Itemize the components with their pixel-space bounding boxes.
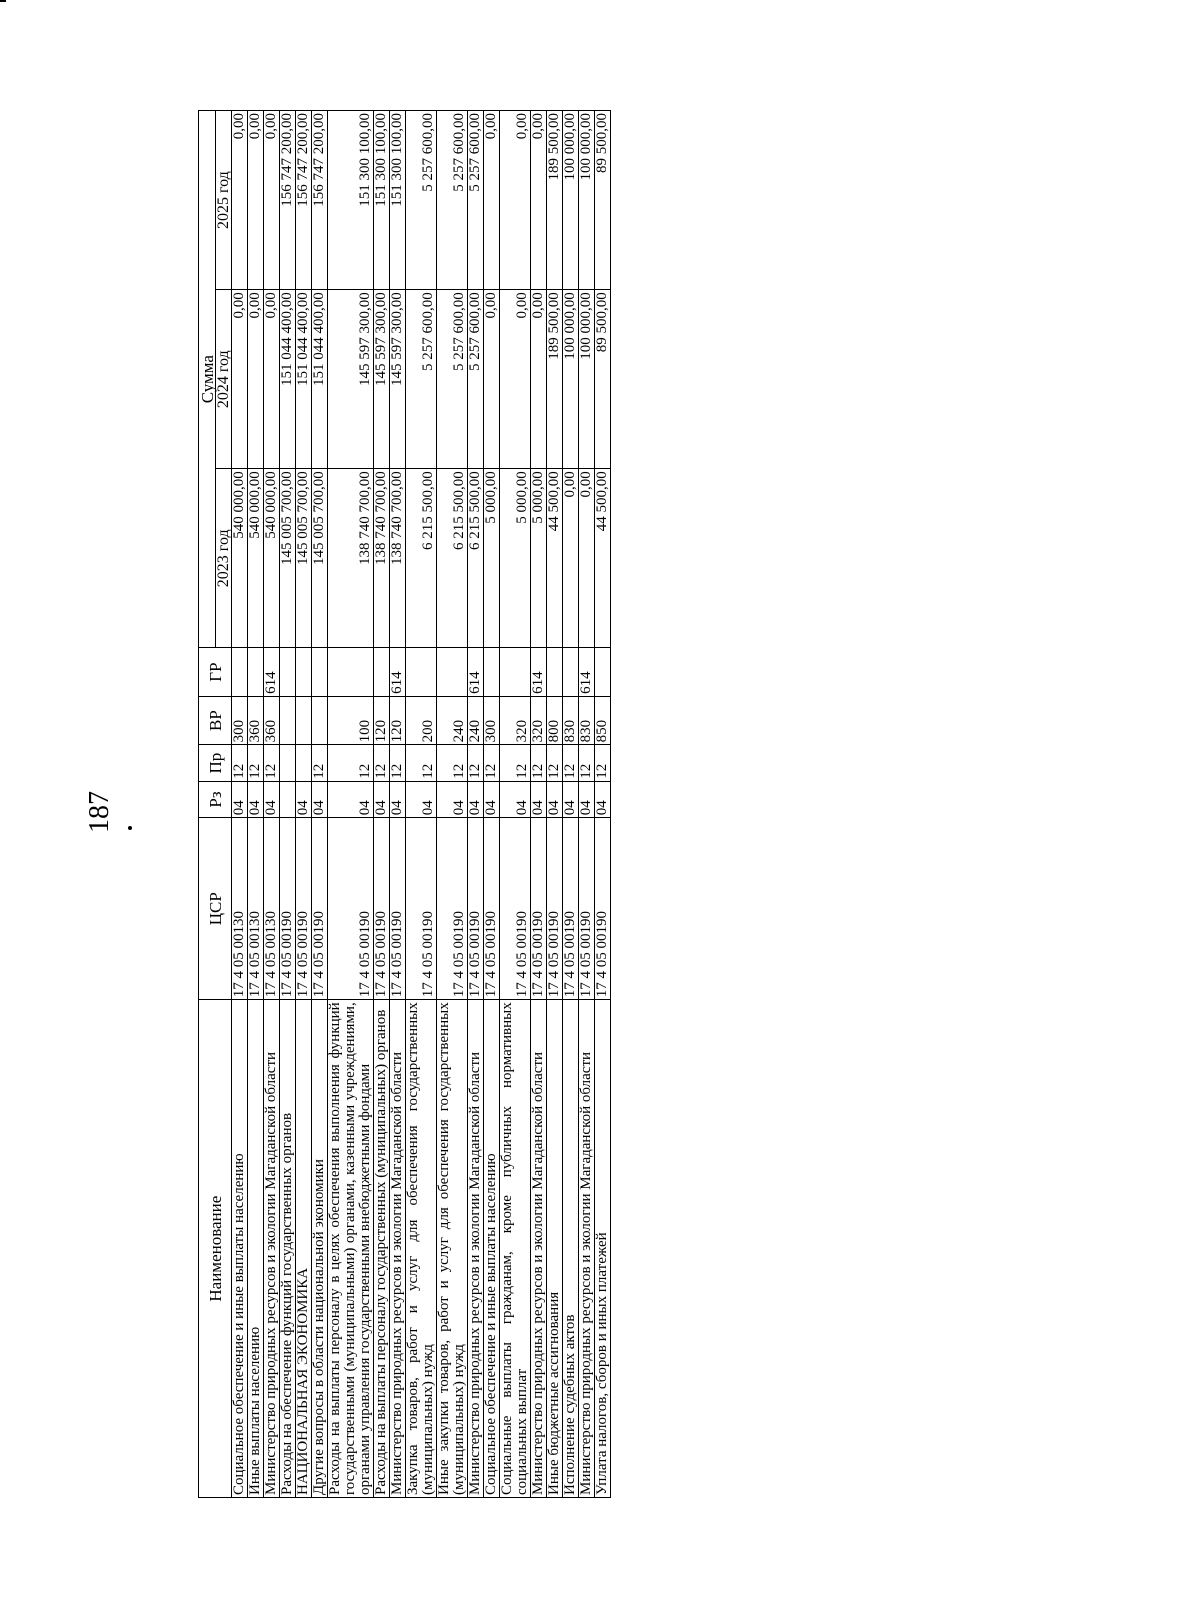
cell-2024: 5 257 600,00 [437,290,468,469]
table-row [248,111,264,1498]
cell-name: Расходы на обеспечение функций государственных органов [280,1000,296,1498]
cell-2023: 0,00 [563,469,579,648]
cell-2023: 540 000,00 [264,469,280,648]
table-row [579,111,595,1498]
cell-pr [296,745,312,781]
cell-name: Социальное обеспечение и иные выплаты населению [484,1000,500,1498]
table-row [328,111,374,1498]
cell-2024: 151 044 400,00 [312,290,328,469]
cell-2023: 44 500,00 [595,469,611,648]
table-row [468,111,484,1498]
cell-2025: 189 500,00 [547,111,563,290]
cell-2023: 145 005 700,00 [280,469,296,648]
cell-2025: 151 300 100,00 [390,111,406,290]
cell-2025: 100 000,00 [579,111,595,290]
cell-2025: 0,00 [248,111,264,290]
cell-name: Социальное обеспечение и иные выплаты населению [232,1000,248,1498]
cell-csr: 17 4 05 00190 [312,818,328,1000]
cell-gr [547,648,563,697]
table-row [406,111,437,1498]
cell-2023: 6 215 500,00 [468,469,484,648]
cell-pr: 12 [328,745,374,781]
cell-name: Расходы на выплаты персоналу государственных (муниципальных) органов [374,1000,390,1498]
cell-vr: 830 [579,696,595,745]
cell-2024: 0,00 [500,290,531,469]
cell-vr: 800 [547,696,563,745]
cell-2025: 156 747 200,00 [296,111,312,290]
cell-csr: 17 4 05 00130 [264,818,280,1000]
cell-csr: 17 4 05 00190 [406,818,437,1000]
cell-2024: 100 000,00 [579,290,595,469]
cell-2024: 145 597 300,00 [328,290,374,469]
cell-csr: 17 4 05 00190 [374,818,390,1000]
table-row [232,111,248,1498]
table-row [296,111,312,1498]
cell-vr: 100 [328,696,374,745]
cell-2025: 0,00 [500,111,531,290]
cell-gr [437,648,468,697]
table-row [390,111,406,1498]
cell-2025: 100 000,00 [563,111,579,290]
cell-2025: 89 500,00 [595,111,611,290]
cell-name: Расходы на выплаты персоналу в целях обеспечения выполнения функций государственными (муниципальными) органами, казенными учреждениями, органами управления государственными внебюджетными фондами [328,1000,374,1498]
cell-vr: 120 [374,696,390,745]
cell-2024: 0,00 [484,290,500,469]
cell-name: Министерство природных ресурсов и экологии Магаданской области [468,1000,484,1498]
cell-2023: 145 005 700,00 [312,469,328,648]
cell-vr [280,696,296,745]
cell-vr [296,696,312,745]
table-row [264,111,280,1498]
header-2024: 2024 год [216,290,232,469]
cell-2023: 5 000,00 [484,469,500,648]
cell-csr: 17 4 05 00190 [328,818,374,1000]
cell-gr: 614 [579,648,595,697]
cell-rz: 04 [248,781,264,817]
cell-vr: 300 [232,696,248,745]
cell-gr [248,648,264,697]
cell-2025: 0,00 [484,111,500,290]
table-row [484,111,500,1498]
cell-rz: 04 [484,781,500,817]
cell-pr: 12 [531,745,547,781]
cell-gr: 614 [531,648,547,697]
cell-pr: 12 [437,745,468,781]
cell-pr: 12 [232,745,248,781]
cell-2024: 189 500,00 [547,290,563,469]
cell-csr: 17 4 05 00190 [468,818,484,1000]
cell-2024: 0,00 [232,290,248,469]
cell-vr: 240 [437,696,468,745]
table-row [563,111,579,1498]
cell-name: Закупка товаров, работ и услуг для обеспечения государственных (муниципальных) нужд [406,1000,437,1498]
cell-csr: 17 4 05 00130 [248,818,264,1000]
scan-dot [128,826,132,830]
cell-pr: 12 [264,745,280,781]
cell-2024: 151 044 400,00 [296,290,312,469]
cell-2025: 0,00 [264,111,280,290]
cell-2024: 89 500,00 [595,290,611,469]
cell-csr: 17 4 05 00190 [547,818,563,1000]
cell-csr: 17 4 05 00190 [579,818,595,1000]
header-sum: Сумма [199,111,216,648]
cell-2025: 0,00 [531,111,547,290]
table-row [374,111,390,1498]
cell-2024: 5 257 600,00 [468,290,484,469]
cell-name: Иные бюджетные ассигнования [547,1000,563,1498]
cell-2025: 0,00 [232,111,248,290]
cell-rz: 04 [328,781,374,817]
cell-2024: 5 257 600,00 [406,290,437,469]
cell-csr: 17 4 05 00190 [595,818,611,1000]
cell-csr: 17 4 05 00190 [531,818,547,1000]
cell-rz: 04 [312,781,328,817]
cell-2023: 0,00 [579,469,595,648]
cell-rz: 04 [232,781,248,817]
table-row [312,111,328,1498]
cell-gr [563,648,579,697]
cell-2023: 5 000,00 [500,469,531,648]
cell-vr: 360 [264,696,280,745]
cell-pr: 12 [579,745,595,781]
cell-2025: 156 747 200,00 [280,111,296,290]
cell-name: Министерство природных ресурсов и экологии Магаданской области [264,1000,280,1498]
cell-gr [406,648,437,697]
cell-2025: 156 747 200,00 [312,111,328,290]
cell-csr: 17 4 05 00190 [437,818,468,1000]
cell-rz: 04 [547,781,563,817]
cell-2023: 44 500,00 [547,469,563,648]
cell-vr: 830 [563,696,579,745]
cell-name: Уплата налогов, сборов и иных платежей [595,1000,611,1498]
cell-csr: 17 4 05 00130 [232,818,248,1000]
budget-table [198,110,611,1498]
cell-gr [312,648,328,697]
cell-csr: 17 4 05 00190 [390,818,406,1000]
cell-pr: 12 [248,745,264,781]
cell-rz: 04 [500,781,531,817]
cell-rz: 04 [390,781,406,817]
cell-pr: 12 [374,745,390,781]
cell-2023: 138 740 700,00 [374,469,390,648]
cell-gr [280,648,296,697]
cell-rz: 04 [563,781,579,817]
cell-csr: 17 4 05 00190 [280,818,296,1000]
cell-name: Иные выплаты населению [248,1000,264,1498]
scan-corner-mark [0,0,6,2]
cell-rz: 04 [437,781,468,817]
cell-rz: 04 [531,781,547,817]
table-row [280,111,296,1498]
cell-2024: 0,00 [264,290,280,469]
cell-gr [484,648,500,697]
cell-2024: 0,00 [531,290,547,469]
table-row [595,111,611,1498]
cell-2025: 151 300 100,00 [374,111,390,290]
cell-pr: 12 [312,745,328,781]
cell-gr [500,648,531,697]
cell-vr: 320 [531,696,547,745]
cell-2023: 540 000,00 [232,469,248,648]
cell-name: НАЦИОНАЛЬНАЯ ЭКОНОМИКА [296,1000,312,1498]
rotated-table-wrapper [197,110,610,1498]
cell-vr: 850 [595,696,611,745]
cell-pr: 12 [595,745,611,781]
cell-rz: 04 [468,781,484,817]
cell-gr [232,648,248,697]
header-csr: ЦСР [199,818,232,1000]
cell-2023: 6 215 500,00 [406,469,437,648]
cell-2023: 145 005 700,00 [296,469,312,648]
header-vr: ВР [199,696,232,745]
cell-name: Исполнение судебных актов [563,1000,579,1498]
cell-2023: 138 740 700,00 [390,469,406,648]
cell-2024: 0,00 [248,290,264,469]
cell-name: Министерство природных ресурсов и экологии Магаданской области [579,1000,595,1498]
cell-gr: 614 [264,648,280,697]
cell-vr: 200 [406,696,437,745]
page-number: 187 [84,791,115,833]
cell-2024: 145 597 300,00 [374,290,390,469]
cell-gr [296,648,312,697]
cell-vr: 320 [500,696,531,745]
cell-2025: 151 300 100,00 [328,111,374,290]
cell-2025: 5 257 600,00 [468,111,484,290]
cell-gr: 614 [390,648,406,697]
cell-gr: 614 [468,648,484,697]
cell-csr: 17 4 05 00190 [500,818,531,1000]
cell-name: Другие вопросы в области национальной экономики [312,1000,328,1498]
header-pr: Пр [199,745,232,781]
cell-vr: 120 [390,696,406,745]
cell-name: Иные закупки товаров, работ и услуг для обеспечения государственных (муниципальных) нужд [437,1000,468,1498]
table-row [500,111,531,1498]
cell-vr: 360 [248,696,264,745]
cell-rz: 04 [406,781,437,817]
cell-csr: 17 4 05 00190 [484,818,500,1000]
cell-rz: 04 [579,781,595,817]
table-row [547,111,563,1498]
cell-pr: 12 [500,745,531,781]
cell-pr: 12 [390,745,406,781]
cell-pr: 12 [563,745,579,781]
cell-name: Социальные выплаты гражданам, кроме публичных нормативных социальных выплат [500,1000,531,1498]
header-gr: ГР [199,648,232,697]
cell-csr: 17 4 05 00190 [296,818,312,1000]
cell-2023: 138 740 700,00 [328,469,374,648]
cell-vr: 300 [484,696,500,745]
header-2023: 2023 год [216,469,232,648]
cell-vr [312,696,328,745]
cell-rz [280,781,296,817]
cell-gr [328,648,374,697]
table-row [437,111,468,1498]
cell-2024: 151 044 400,00 [280,290,296,469]
cell-gr [374,648,390,697]
cell-rz: 04 [595,781,611,817]
cell-csr: 17 4 05 00190 [563,818,579,1000]
cell-vr: 240 [468,696,484,745]
header-rz: Рз [199,781,232,817]
cell-pr: 12 [484,745,500,781]
cell-2024: 145 597 300,00 [390,290,406,469]
cell-name: Министерство природных ресурсов и экологии Магаданской области [531,1000,547,1498]
cell-2025: 5 257 600,00 [437,111,468,290]
header-name: Наименование [199,1000,232,1498]
cell-2023: 6 215 500,00 [437,469,468,648]
cell-pr [280,745,296,781]
cell-rz: 04 [264,781,280,817]
cell-rz: 04 [296,781,312,817]
cell-pr: 12 [468,745,484,781]
cell-2023: 5 000,00 [531,469,547,648]
cell-name: Министерство природных ресурсов и экологии Магаданской области [390,1000,406,1498]
cell-pr: 12 [406,745,437,781]
cell-gr [595,648,611,697]
table-row [531,111,547,1498]
cell-pr: 12 [547,745,563,781]
cell-2023: 540 000,00 [248,469,264,648]
cell-2024: 100 000,00 [563,290,579,469]
cell-rz: 04 [374,781,390,817]
cell-2025: 5 257 600,00 [406,111,437,290]
header-2025: 2025 год [216,111,232,290]
